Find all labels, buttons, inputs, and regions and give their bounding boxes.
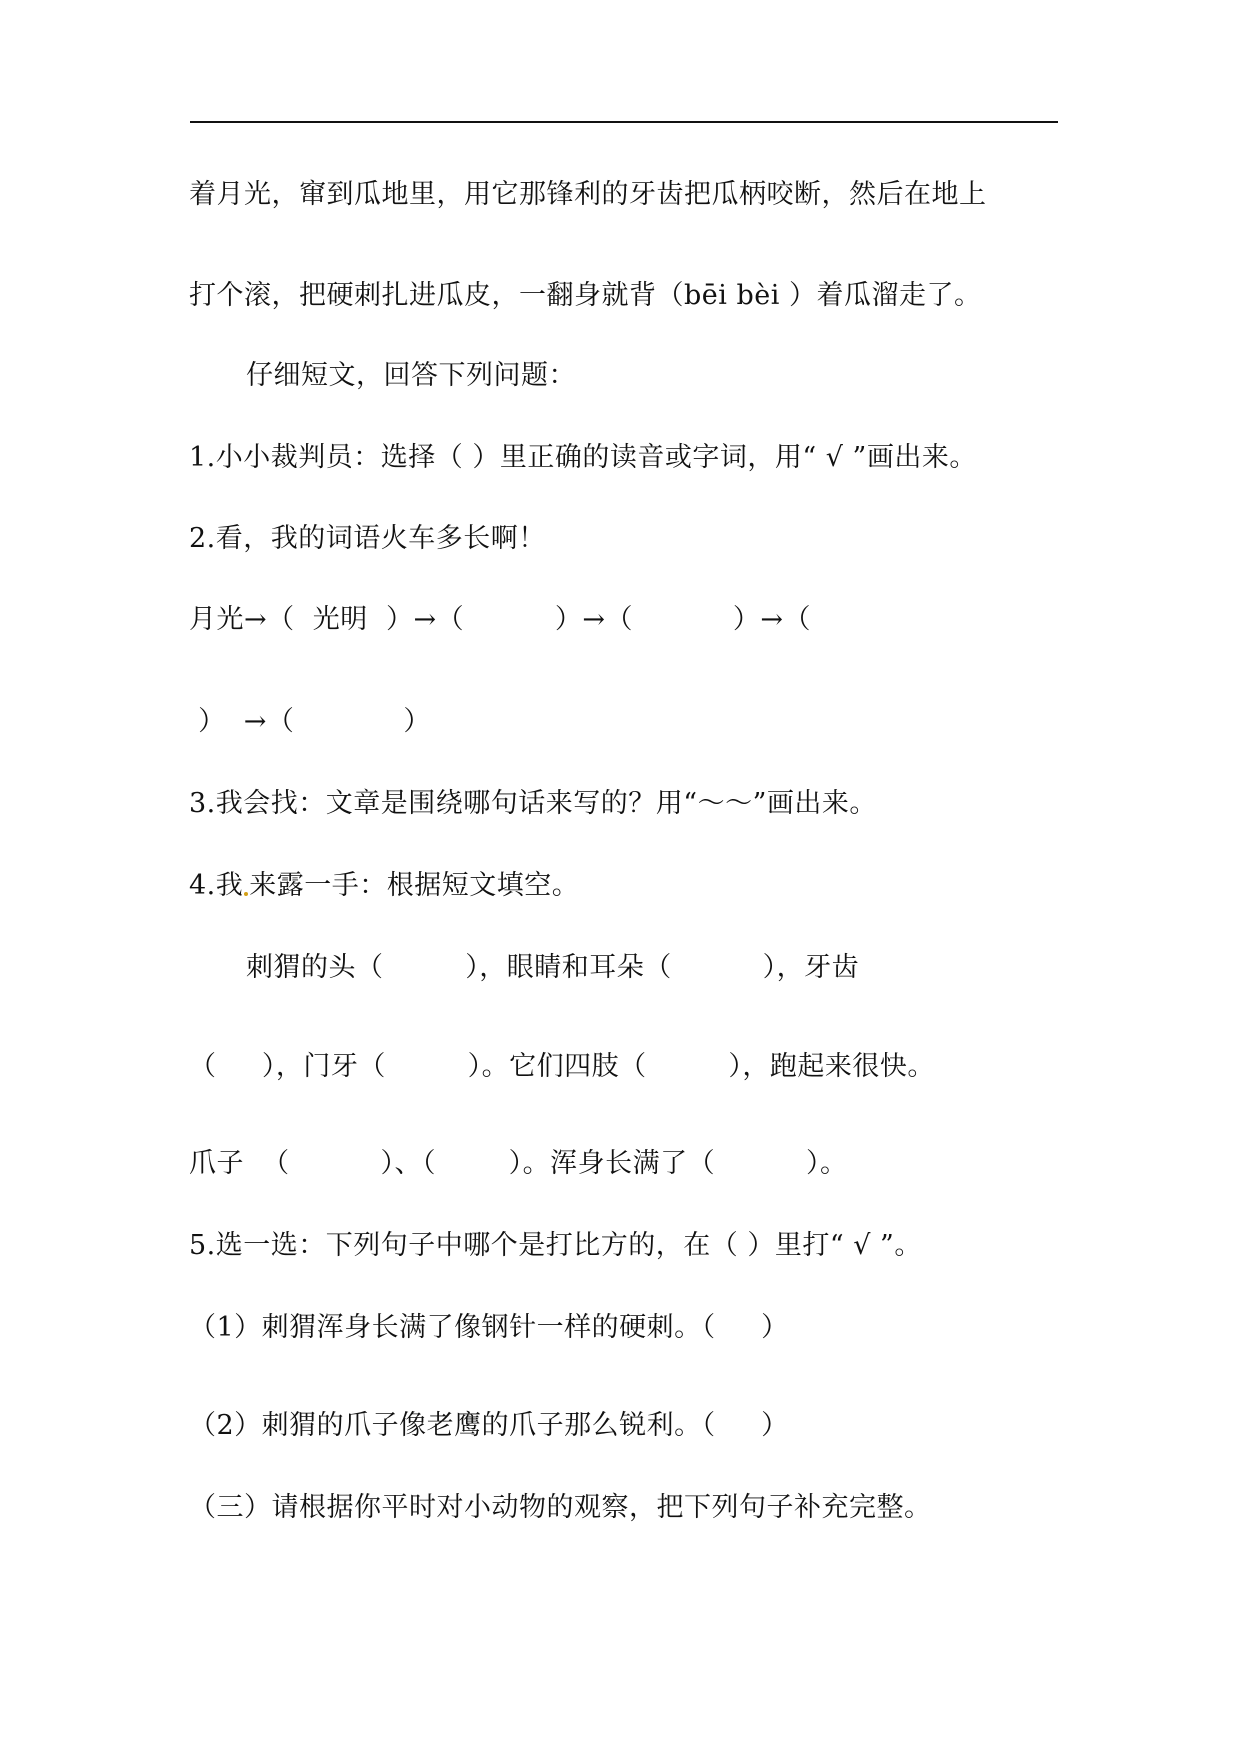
question-1: 1.小小裁判员：选择（ ）里正确的读音或字词，用“ √ ”画出来。 xyxy=(189,442,977,473)
word-train-row-2: ） →（ ） xyxy=(189,706,431,737)
fill-blank-row-1: 刺猬的头（ ），眼睛和耳朵（ ），牙齿 xyxy=(246,952,860,983)
passage-line-2: 打个滚，把硬刺扎进瓜皮，一翻身就背（bēi bèi ）着瓜溜走了。 xyxy=(189,280,982,311)
fill-blank-row-3: 爪子 （ ）、（ ）。浑身长满了（ ）。 xyxy=(189,1148,848,1179)
question-4-title-a: 4.我 xyxy=(189,870,244,901)
instruction: 仔细短文，回答下列问题： xyxy=(246,360,576,391)
fill-blank-row-2: （ ），门牙（ ）。它们四肢（ ），跑起来很快。 xyxy=(189,1051,935,1082)
marker-dot-icon xyxy=(244,892,248,896)
question-4-title-b: 来露一手：根据短文填空。 xyxy=(249,870,580,901)
question-5-item-2: （2）刺猬的爪子像老鹰的爪子那么锐利。（ ） xyxy=(189,1410,789,1441)
header-rule xyxy=(190,121,1058,123)
word-train-row-1: 月光→（ 光明 ）→（ ）→（ ）→（ xyxy=(189,604,812,635)
question-5-item-1: （1）刺猬浑身长满了像钢针一样的硬刺。（ ） xyxy=(189,1312,789,1343)
passage-line-1: 着月光，窜到瓜地里，用它那锋利的牙齿把瓜柄咬断，然后在地上 xyxy=(189,179,987,210)
question-2-title: 2.看，我的词语火车多长啊！ xyxy=(189,523,546,554)
question-4-title xyxy=(189,869,579,903)
section-3-title: （三）请根据你平时对小动物的观察，把下列句子补充完整。 xyxy=(189,1492,932,1523)
question-5-title: 5.选一选：下列句子中哪个是打比方的，在（ ）里打“ √ ”。 xyxy=(189,1230,922,1261)
question-3: 3.我会找：文章是围绕哪句话来写的？用“～～”画出来。 xyxy=(189,788,877,819)
